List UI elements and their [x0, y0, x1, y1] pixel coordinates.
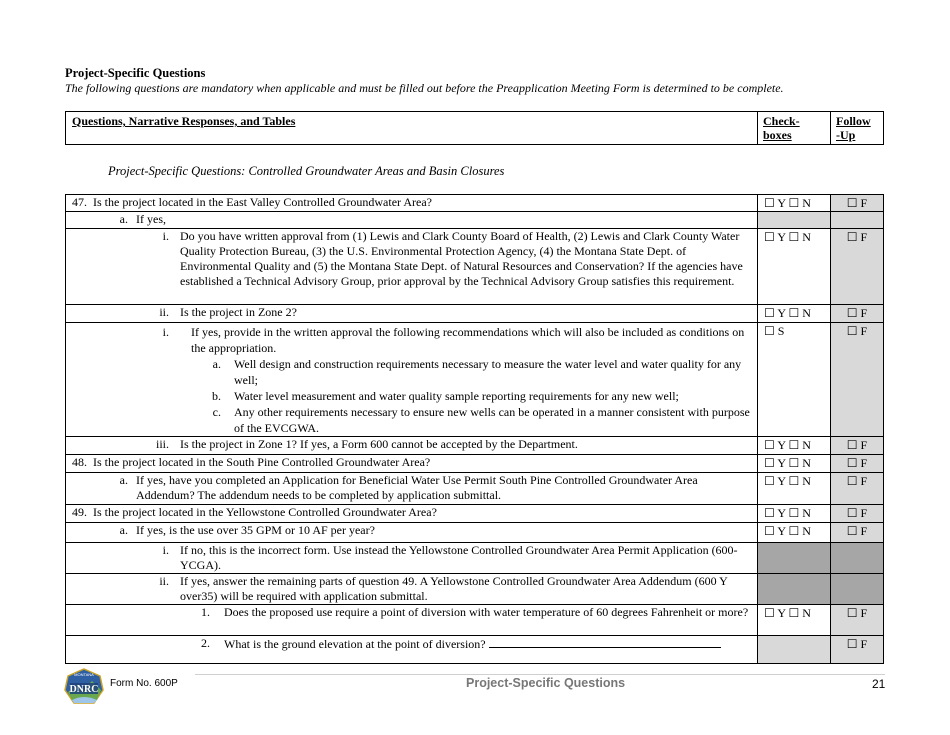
page-subheading: The following questions are mandatory when applicable and must be filled out before the Preapplication Meeting Form is determined to be complete. — [65, 81, 784, 95]
table-row-q49aii: ii. If yes, answer the remaining parts of question 49. A Yellowstone Controlled Groundwater Area Addendum (600 Y over35) will be required with application submittal. — [66, 574, 884, 605]
table-row-q47aiii: iii. Is the project in Zone 1? If yes, a Form 600 cannot be accepted by the Department. ☐ Y ☐ N ☐ F — [66, 437, 884, 455]
yes-no-checkbox[interactable]: ☐ Y ☐ N — [758, 473, 831, 505]
followup-checkbox[interactable]: ☐ F — [831, 505, 884, 523]
table-row-q47aii-i: i. If yes, provide in the written approval the following recommendations which will also be included as conditions on the appropriation. a. Well design and construction requirements necessary to measure the water level and water quality for any well; b. Water level measurement and water quality sample reporting requirements for any new well; c. Any other requirements necessary to ensure new wells can be operated in a manner consistent with purpose of the EVCGWA. ☐ S ☐ F — [66, 323, 884, 437]
yes-no-checkbox[interactable]: ☐ Y ☐ N — [758, 505, 831, 523]
svg-text:DNRC: DNRC — [69, 684, 99, 695]
yes-no-checkbox[interactable]: ☐ Y ☐ N — [758, 455, 831, 473]
followup-checkbox[interactable]: ☐ F — [831, 305, 884, 323]
yes-no-checkbox[interactable]: ☐ Y ☐ N — [758, 229, 831, 305]
header-questions: Questions, Narrative Responses, and Tables — [66, 112, 758, 145]
table-row-q49ai: i. If no, this is the incorrect form. Use instead the Yellowstone Controlled Groundwater Area Permit Application (600-YCGA). — [66, 543, 884, 574]
submitted-checkbox[interactable]: ☐ S — [758, 323, 831, 437]
yes-no-checkbox[interactable]: ☐ Y ☐ N — [758, 437, 831, 455]
followup-checkbox[interactable]: ☐ F — [831, 229, 884, 305]
table-row-q47: 47. Is the project located in the East Valley Controlled Groundwater Area? ☐ Y ☐ N ☐ F — [66, 195, 884, 212]
table-row-q48a: a. If yes, have you completed an Application for Beneficial Water Use Permit South Pine Controlled Groundwater Area Addendum? The addendum needs to be completed by application submittal. ☐ Y ☐ N ☐ F — [66, 473, 884, 505]
followup-checkbox[interactable]: ☐ F — [831, 473, 884, 505]
table-row-q48: 48. Is the project located in the South Pine Controlled Groundwater Area? ☐ Y ☐ N ☐ F — [66, 455, 884, 473]
footer-title: Project-Specific Questions — [466, 676, 626, 690]
followup-checkbox[interactable]: ☐ F — [831, 455, 884, 473]
table-row-q49aii-2: 2. What is the ground elevation at the point of diversion? ☐ F — [66, 636, 884, 664]
page-heading: Project-Specific Questions — [65, 66, 206, 80]
section-title: Project-Specific Questions: Controlled Groundwater Areas and Basin Closures — [108, 164, 505, 178]
followup-checkbox[interactable]: ☐ F — [831, 195, 884, 212]
questions-table — [65, 194, 884, 664]
followup-checkbox[interactable]: ☐ F — [831, 636, 884, 664]
footer-form-number: Form No. 600P — [110, 678, 178, 689]
table-row-q47a: a. If yes, — [66, 212, 884, 229]
page-number: 21 — [872, 677, 886, 691]
yes-no-checkbox[interactable]: ☐ Y ☐ N — [758, 523, 831, 543]
followup-checkbox[interactable]: ☐ F — [831, 437, 884, 455]
table-row-q49a: a. If yes, is the use over 35 GPM or 10 AF per year? ☐ Y ☐ N ☐ F — [66, 523, 884, 543]
svg-text:MONTANA: MONTANA — [74, 672, 94, 677]
table-row-q49: 49. Is the project located in the Yellowstone Controlled Groundwater Area? ☐ Y ☐ N ☐ F — [66, 505, 884, 523]
followup-checkbox[interactable]: ☐ F — [831, 323, 884, 437]
header-checkboxes: Check- boxes — [758, 112, 831, 145]
yes-no-checkbox[interactable]: ☐ Y ☐ N — [758, 305, 831, 323]
table-row-q47aii: ii. Is the project in Zone 2? ☐ Y ☐ N ☐ F — [66, 305, 884, 323]
followup-checkbox[interactable]: ☐ F — [831, 605, 884, 636]
table-row-q49aii-1: 1. Does the proposed use require a point of diversion with water temperature of 60 degrees Fahrenheit or more? ☐ Y ☐ N ☐ F — [66, 605, 884, 636]
dnrc-logo — [64, 668, 104, 706]
followup-checkbox[interactable]: ☐ F — [831, 523, 884, 543]
yes-no-checkbox[interactable]: ☐ Y ☐ N — [758, 195, 831, 212]
header-followup: Follow -Up — [831, 112, 884, 145]
table-row-q47ai: i. Do you have written approval from (1) Lewis and Clark County Board of Health, (2) Lewis and Clark County Water Quality Protection Bureau, (3) the U.S. Environmental Protection Agency, (4) the Montana State Dept. of Environmental Quality and (5) the Montana State Dept. of Natural Resources and Conservation? If the agencies have established a Technical Advisory Group, prior approval by the Technical Advisory Group satisfies this requirement. ☐ Y ☐ N ☐ F — [66, 229, 884, 305]
header-table — [65, 111, 884, 145]
footer-divider — [195, 674, 885, 675]
elevation-input-line[interactable] — [489, 636, 721, 648]
yes-no-checkbox[interactable]: ☐ Y ☐ N — [758, 605, 831, 636]
